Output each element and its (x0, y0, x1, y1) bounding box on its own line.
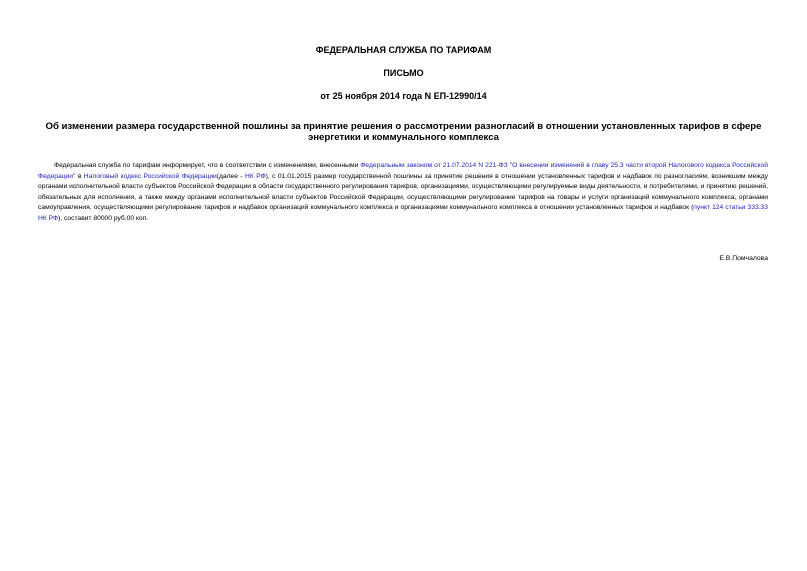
agency-name: ФЕДЕРАЛЬНАЯ СЛУЖБА ПО ТАРИФАМ (315, 45, 492, 55)
document-type: ПИСЬМО (383, 68, 424, 78)
federal-law-link[interactable]: Федеральным законом от 21.07.2014 N 221-ФЗ "О внесении изменений в главу 25.3 части второй Налогового кодекса Российской Федерации" (38, 162, 768, 180)
body-text-part-4: ), с 01.01.2015 размер государственной пошлины за принятие решения в отношении установленных тарифов и надбавок по разногласиям, возникшим между органами исполнительной власти субъектов Российской Федерации в области государственного регулирования тарифов, организациями, осуществляющими регулируемые виды деятельности, и потребителями, и принятию решений, обязательных для исполнения, а также между органами исполнительной власти субъектов Российской Федерации, осуществляющими регулирование тарифов на товары и услуги организаций коммунального комплекса, органами самоуправления, осуществляющими регулирование тарифов и надбавок организаций коммунального комплекса и организациями коммунального комплекса в отношении установленных тарифов и надбавок ( (38, 172, 768, 212)
nk-rf-link[interactable]: НК РФ (245, 172, 266, 180)
signature-name: Е.В.Помчалова (719, 255, 768, 262)
document-subject: Об изменении размера государственной пошлины за принятие решения о рассмотрении разногласий в отношении установленных тарифов в сфере энергетики и коммунального комплекса (45, 121, 762, 143)
body-text-part-5: ), составит 80000 руб.00 коп. (58, 214, 149, 222)
body-text-part-2: в (75, 172, 84, 180)
body-paragraph (38, 161, 768, 225)
article-333-33-link[interactable]: пункт 124 статьи 333.33 НК РФ (38, 204, 768, 222)
document-date-number: от 25 ноября 2014 года N ЕП-12990/14 (320, 91, 487, 101)
tax-code-link[interactable]: Налоговый кодекс Российской Федерации (83, 172, 217, 180)
body-text-part-3: (далее - (216, 172, 246, 180)
body-text-part-1: Федеральная служба по тарифам информирует, что в соответствии с изменениями, внесенными (54, 162, 361, 169)
